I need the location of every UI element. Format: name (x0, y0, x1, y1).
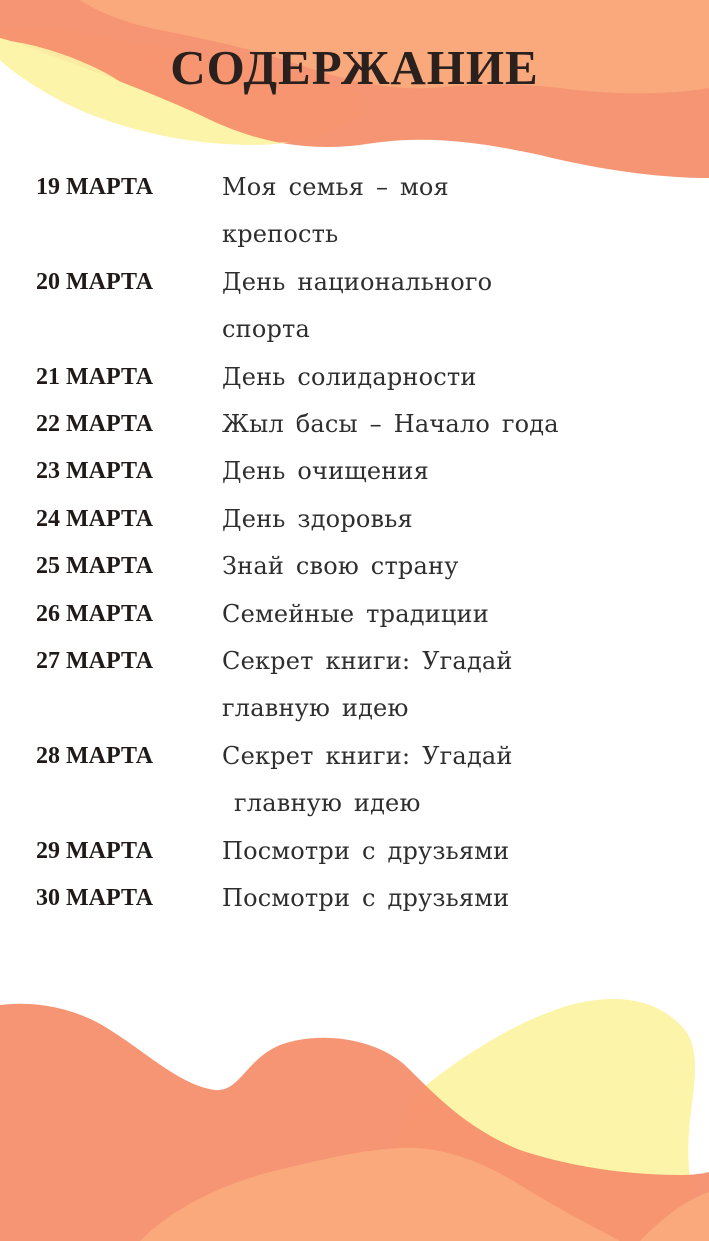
entry-title (218, 828, 696, 875)
entry-title (218, 259, 696, 354)
entry-date: 27 МАРТА (36, 648, 154, 675)
entry-title-line: День национального (222, 267, 493, 296)
entry-title-line: главную идею (222, 694, 409, 723)
entry-date: 29 МАРТА (36, 837, 154, 864)
entry-title-line: главную идею (234, 789, 421, 818)
entry-title-line: крепость (222, 220, 339, 249)
entry-date: 22 МАРТА (36, 411, 154, 438)
entry-date: 30 МАРТА (36, 885, 154, 912)
entry-title (218, 354, 696, 401)
contents-entry (36, 448, 696, 495)
entry-title (218, 543, 696, 590)
entry-date: 28 МАРТА (36, 742, 154, 769)
contents-entry (36, 401, 696, 448)
contents-entry (36, 354, 696, 401)
entry-date: 19 МАРТА (36, 174, 154, 200)
contents-entry (36, 638, 696, 733)
entry-date: 24 МАРТА (36, 505, 154, 532)
page-title: СОДЕРЖАНИЕ (170, 40, 539, 95)
entry-title-line: День солидарности (222, 362, 477, 391)
contents-entry (36, 828, 696, 875)
entry-title (218, 733, 696, 828)
contents-entry (36, 875, 696, 922)
entry-title-line: Секрет книги: Угадай (222, 647, 513, 676)
entry-title-line: спорта (222, 315, 311, 344)
contents-entry (36, 543, 696, 590)
entry-date: 20 МАРТА (36, 268, 154, 295)
entry-title (218, 875, 696, 922)
entry-title-line: Жыл басы – Начало года (222, 410, 559, 439)
entry-title (218, 164, 696, 259)
contents-entry (36, 496, 696, 543)
entry-date: 26 МАРТА (36, 600, 154, 627)
entry-title-line: День здоровья (222, 504, 413, 533)
entry-title (218, 496, 696, 543)
contents-entry (36, 164, 696, 259)
contents-entry (36, 259, 696, 354)
entry-title-line: Моя семья – моя (222, 173, 449, 201)
entry-title (218, 638, 696, 733)
entry-title-line: Семейные традиции (222, 599, 489, 628)
entry-date: 25 МАРТА (36, 553, 154, 580)
contents-entry (36, 733, 696, 828)
entry-title (218, 591, 696, 638)
entry-title (218, 401, 696, 448)
entry-date: 23 МАРТА (36, 458, 154, 485)
contents-list (36, 164, 696, 923)
contents-entry (36, 591, 696, 638)
entry-title-line: Посмотри с друзьями (222, 884, 510, 913)
entry-date: 21 МАРТА (36, 363, 154, 390)
entry-title-line: День очищения (222, 457, 429, 486)
entry-title-line: Знай свою страну (222, 552, 459, 581)
entry-title-line: Посмотри с друзьями (222, 836, 510, 865)
entry-title (218, 448, 696, 495)
entry-title-line: Секрет книги: Угадай (222, 741, 513, 770)
